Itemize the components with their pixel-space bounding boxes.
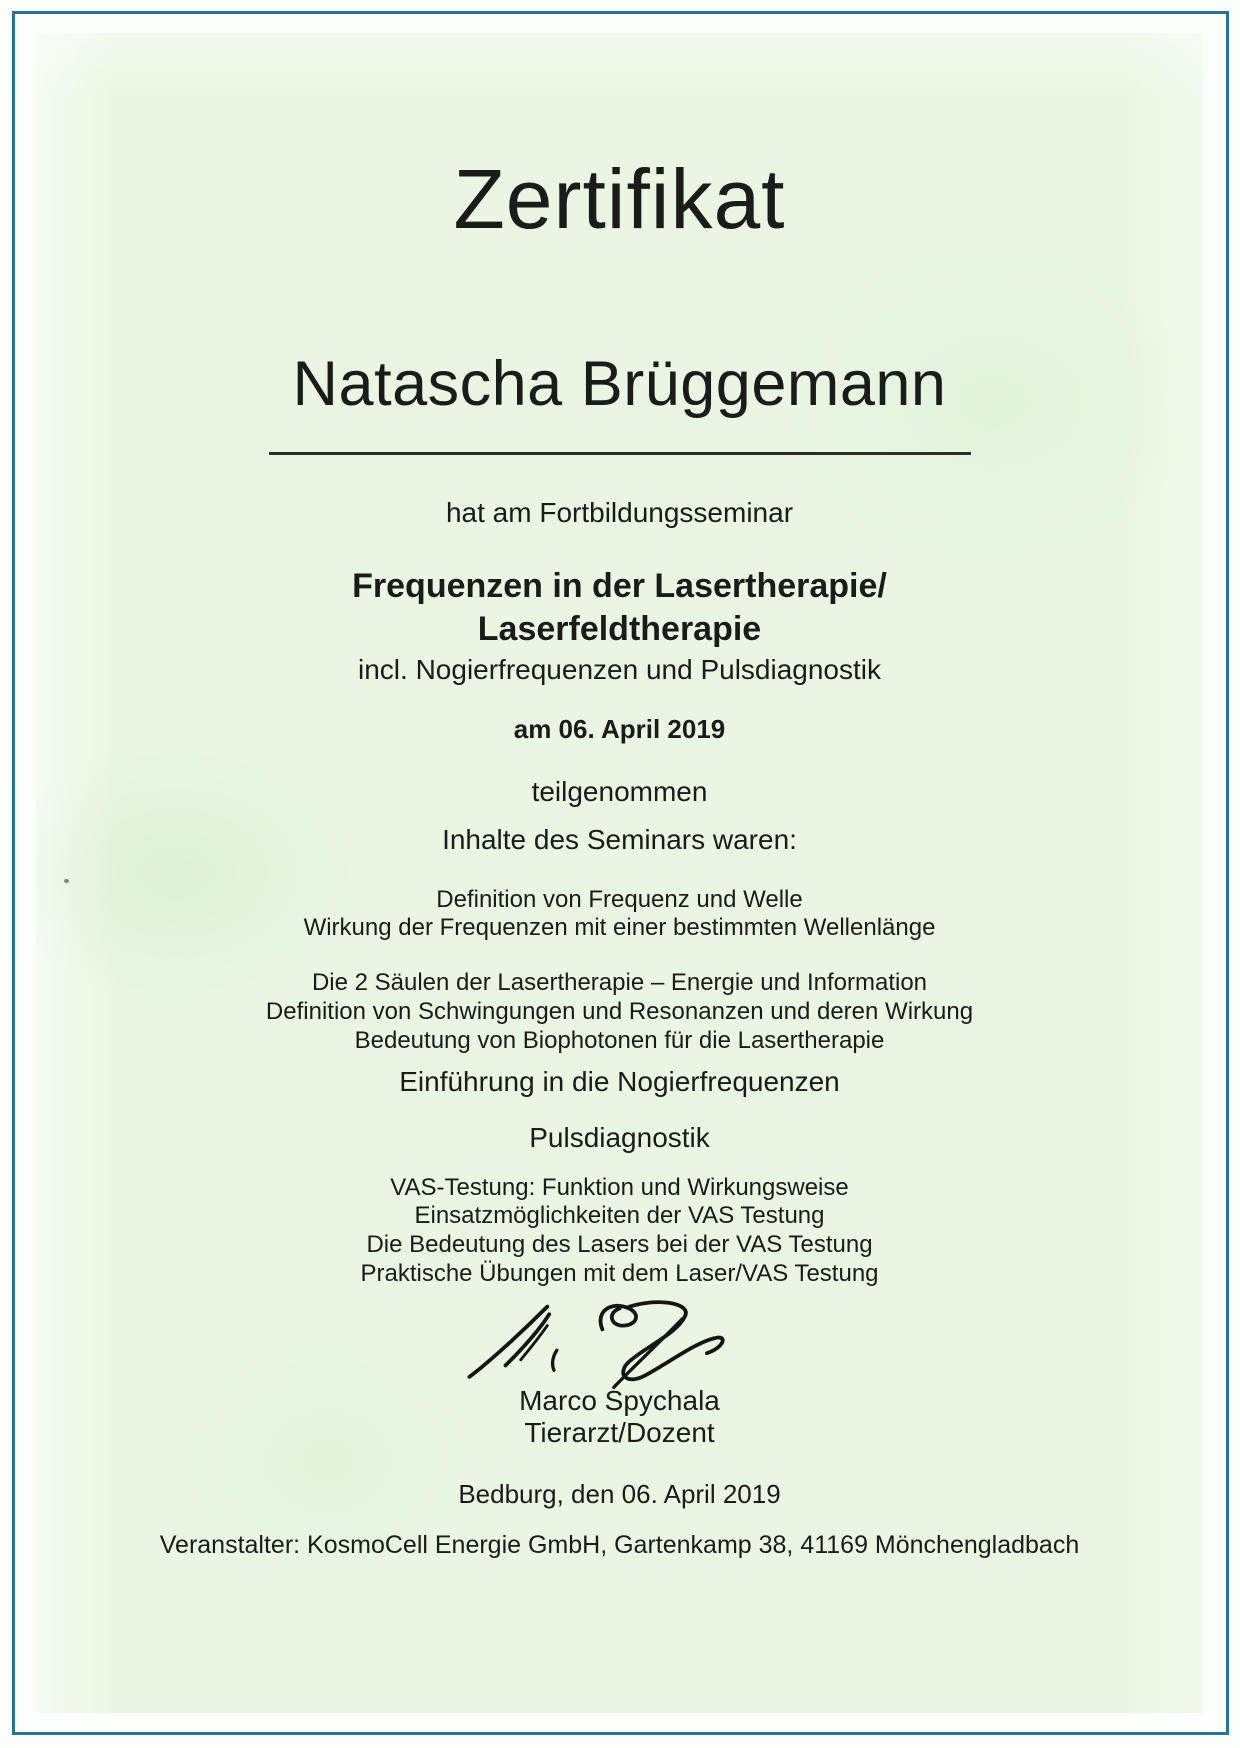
content-line: Praktische Übungen mit dem Laser/VAS Testung xyxy=(360,1260,879,1288)
seminar-title xyxy=(352,565,887,651)
content-line: Einsatzmöglichkeiten der VAS Testung xyxy=(414,1202,825,1230)
certificate-paper xyxy=(36,33,1203,1713)
participation-line: teilgenommen xyxy=(531,775,708,807)
content-block-frequency xyxy=(304,886,936,944)
seminar-title-line1: Frequenzen in der Lasertherapie/ xyxy=(352,567,887,605)
seminar-date: am 06. April 2019 xyxy=(513,713,726,744)
content-block-vas xyxy=(360,1174,878,1289)
section-nogier: Einführung in die Nogierfrequenzen xyxy=(399,1065,840,1097)
certificate-title: Zertifikat xyxy=(453,152,786,246)
content-line: Definition von Frequenz und Welle xyxy=(436,885,803,913)
recipient-name: Natascha Brüggemann xyxy=(292,349,947,419)
contents-heading: Inhalte des Seminars waren: xyxy=(442,823,797,855)
scan-smudge xyxy=(64,879,69,883)
intro-line: hat am Fortbildungsseminar xyxy=(445,497,794,528)
content-line: Die 2 Säulen der Lasertherapie – Energie und Information xyxy=(311,969,928,997)
seminar-subtitle: incl. Nogierfrequenzen und Pulsdiagnostik xyxy=(358,653,881,685)
content-block-laser-pillars xyxy=(266,969,973,1055)
signer-title: Tierarzt/Dozent xyxy=(524,1416,715,1448)
content-line: Bedeutung von Biophotonen für die Lasertherapie xyxy=(354,1026,885,1054)
section-puls: Pulsdiagnostik xyxy=(529,1121,710,1153)
organizer-line: Veranstalter: KosmoCell Energie GmbH, Gartenkamp 38, 41169 Mönchengladbach xyxy=(159,1530,1080,1559)
place-date-line: Bedburg, den 06. April 2019 xyxy=(458,1478,781,1509)
content-line: VAS-Testung: Funktion und Wirkungsweise xyxy=(390,1173,849,1201)
content-line: Die Bedeutung des Lasers bei der VAS Testung xyxy=(366,1231,873,1259)
content-line: Wirkung der Frequenzen mit einer bestimmten Wellenlänge xyxy=(303,914,936,942)
signature-ink-icon xyxy=(450,1299,770,1394)
signer-name: Marco Spychala xyxy=(519,1384,720,1416)
seminar-title-line2: Laserfeldtherapie xyxy=(477,609,762,648)
content-line: Definition von Schwingungen und Resonanzen und deren Wirkung xyxy=(265,998,974,1026)
recipient-underline xyxy=(269,452,971,455)
signature xyxy=(450,1299,770,1387)
